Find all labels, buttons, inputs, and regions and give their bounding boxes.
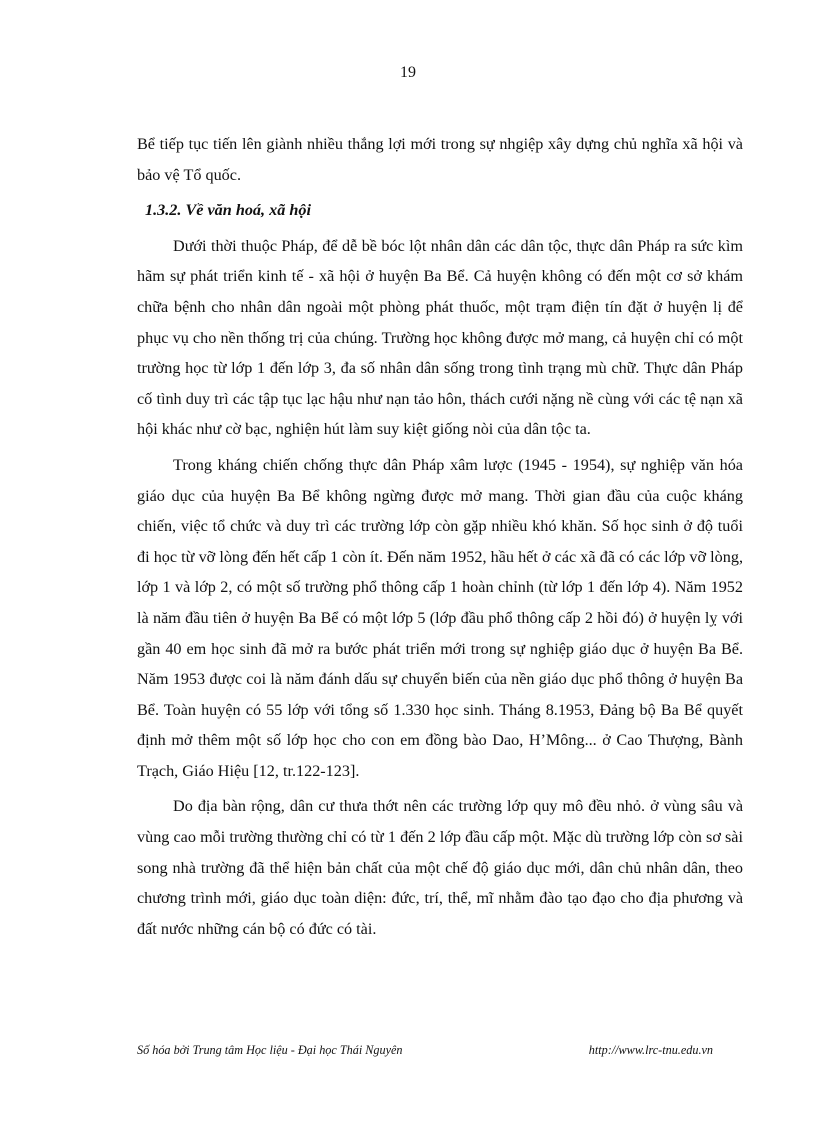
paragraph-resistance-education: Trong kháng chiến chống thực dân Pháp xâm lược (1945 - 1954), sự nghiệp văn hóa giáo dục của huyện Ba Bể không ngừng được mở mang. Thời gian đầu của cuộc kháng chiến, việc tổ chức và duy trì các trường lớp còn gặp nhiều khó khăn. Số học sinh ở độ tuổi đi học từ vỡ lòng đến hết cấp 1 còn ít. Đến năm 1952, hầu hết ở các xã đã có các lớp vỡ lòng, lớp 1 và lớp 2, có một số trường phổ thông cấp 1 hoàn chỉnh (từ lớp 1 đến lớp 4). Năm 1952 là năm đầu tiên ở huyện Ba Bể có một lớp 5 (lớp đầu phổ thông cấp 2 hồi đó) ở huyện lỵ với gần 40 em học sinh đã mở ra bước phát triển mới trong sự nghiệp giáo dục ở huyện Ba Bể. Năm 1953 được coi là năm đánh dấu sự chuyển biến của nền giáo dục phổ thông ở huyện Ba Bể. Toàn huyện có 55 lớp với tổng số 1.330 học sinh. Tháng 8.1953, Đảng bộ Ba Bể quyết định mở thêm một số lớp học cho con em đồng bào Dao, H’Mông... ở Cao Thượng, Bành Trạch, Giáo Hiệu [12, tr.122-123]. bbox=[137, 455, 743, 780]
paragraph-colonial-period: Dưới thời thuộc Pháp, để dễ bề bóc lột nhân dân các dân tộc, thực dân Pháp ra sức kìm hãm sự phát triển kinh tế - xã hội ở huyện Ba Bể. Cả huyện không có đến một cơ sở khám chữa bệnh cho nhân dân ngoài một phòng phát thuốc, một trạm điện tín đặt ở huyện lị để phục vụ cho nền thống trị của chúng. Trường học không được mở mang, cả huyện chỉ có một trường học từ lớp 1 đến lớp 3, đa số nhân dân sống trong tình trạng mù chữ. Thực dân Pháp cố tình duy trì các tập tục lạc hậu như nạn tảo hôn, thách cưới nặng nề cùng với các tệ nạn xã hội khác như cờ bạc, nghiện hút làm suy kiệt giống nòi của dân tộc ta. bbox=[137, 236, 743, 439]
footer-digitized-by: Số hóa bởi Trung tâm Học liệu - Đại học Thái Nguyên bbox=[137, 1043, 403, 1057]
document-body bbox=[137, 129, 743, 949]
continuation-paragraph: Bể tiếp tục tiến lên giành nhiều thắng lợi mới trong sự nhgiệp xây dựng chủ nghĩa xã hội và bảo vệ Tổ quốc. bbox=[137, 135, 743, 184]
section-heading: 1.3.2. Về văn hoá, xã hội bbox=[145, 201, 311, 220]
paragraph-school-scale: Do địa bàn rộng, dân cư thưa thớt nên các trường lớp quy mô đều nhỏ. ở vùng sâu và vùng cao mỗi trường thường chỉ có từ 1 đến 2 lớp đầu cấp một. Mặc dù trường lớp còn sơ sài song nhà trường đã thể hiện bản chất của một chế độ giáo dục mới, dân chủ nhân dân, theo chương trình mới, giáo dục toàn diện: đức, trí, thể, mĩ nhằm đào tạo đạo cho địa phương và đất nước những cán bộ có đức có tài. bbox=[137, 797, 743, 938]
page-footer bbox=[137, 1043, 719, 1058]
page-number: 19 bbox=[400, 64, 416, 81]
footer-url: http://www.lrc-tnu.edu.vn bbox=[588, 1043, 713, 1057]
